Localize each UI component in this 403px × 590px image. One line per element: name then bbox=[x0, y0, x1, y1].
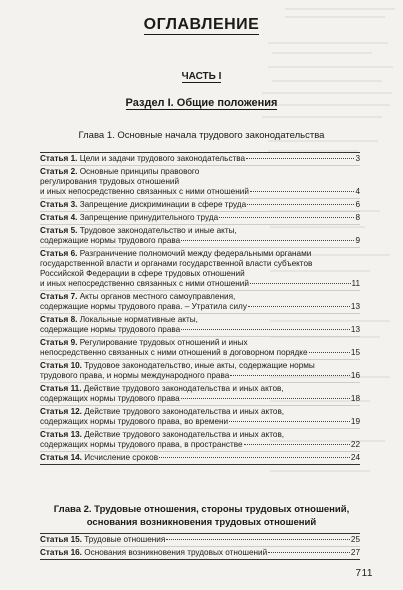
entry-page-number: 4 bbox=[355, 187, 360, 196]
article-title-text: Основания возникновения трудовых отношений bbox=[84, 548, 268, 557]
bleed-through-line bbox=[268, 42, 388, 44]
toc-entry-line bbox=[40, 407, 360, 417]
article-title-text: Трудовые отношения bbox=[84, 535, 166, 544]
entry-page-number: 15 bbox=[350, 348, 360, 357]
article-number: Статья 3. bbox=[40, 200, 78, 209]
article-title-text: и иных непосредственно связанных с ними отношений bbox=[40, 279, 249, 288]
article-title-text: Трудовое законодательство, иные акты, содержащие нормы bbox=[84, 361, 315, 370]
toc-entry-text bbox=[40, 187, 249, 197]
article-title-text: содержащих нормы трудового права bbox=[40, 394, 180, 403]
article-title-text: содержащих нормы трудового права, в пространстве bbox=[40, 440, 243, 449]
article-title-text: Действие трудового законодательства и иных актов, bbox=[83, 384, 284, 393]
article-title-text: Действие трудового законодательства и иных актов, bbox=[84, 430, 285, 439]
toc-entry-text bbox=[40, 236, 180, 246]
dot-leader bbox=[166, 539, 350, 540]
article-title-text: содержащие нормы трудового права bbox=[40, 236, 181, 245]
toc-entry bbox=[40, 153, 360, 166]
toc-entry bbox=[40, 547, 360, 559]
article-title-text: Российской Федерации в сфере трудовых отношений bbox=[40, 269, 245, 278]
toc-entry-last-line bbox=[40, 371, 360, 381]
article-title-text: Трудовое законодательство и иные акты, bbox=[79, 226, 237, 235]
article-title-text: Регулирование трудовых отношений и иных bbox=[79, 338, 248, 347]
toc-entry bbox=[40, 406, 360, 429]
entry-page-number: 13 bbox=[350, 325, 360, 334]
toc-entry-line bbox=[40, 259, 360, 269]
chapter-heading-line: Глава 1. Основные начала трудового законодательства bbox=[78, 130, 325, 141]
article-title-text: Акты органов местного самоуправления, bbox=[79, 292, 236, 301]
article-number: Статья 4. bbox=[40, 213, 78, 222]
article-title-text: Локальные нормативные акты, bbox=[79, 315, 198, 324]
article-title-text: трудового права, и нормы международного права bbox=[40, 371, 230, 380]
toc-entry-last-line bbox=[40, 325, 360, 335]
toc-entry-text bbox=[40, 302, 247, 312]
toc-entry-line bbox=[40, 269, 360, 279]
article-number: Статья 8. bbox=[40, 315, 78, 324]
toc-entry-text bbox=[40, 371, 229, 381]
bleed-through-line bbox=[268, 66, 393, 68]
toc-entry bbox=[40, 166, 360, 199]
article-title-text: регулирования трудовых отношений bbox=[40, 177, 180, 186]
entry-page-number: 24 bbox=[350, 453, 360, 462]
toc-entry bbox=[40, 212, 360, 225]
toc-entry-text bbox=[40, 440, 243, 450]
toc-entry-text bbox=[40, 453, 158, 463]
entry-page-number: 9 bbox=[355, 236, 360, 245]
toc-chapter-1-list bbox=[40, 152, 360, 465]
toc-entry-last-line bbox=[40, 187, 360, 197]
toc-entry-last-line bbox=[40, 535, 360, 545]
entry-page-number: 27 bbox=[350, 548, 360, 557]
toc-entry-last-line bbox=[40, 200, 360, 210]
dot-leader bbox=[244, 444, 350, 445]
article-title-text: содержащие нормы трудового права. – Утратила силу bbox=[40, 302, 247, 311]
entry-page-number: 25 bbox=[350, 535, 360, 544]
dot-leader bbox=[229, 421, 350, 422]
dot-leader bbox=[247, 204, 354, 205]
chapter-1-heading bbox=[0, 129, 403, 142]
toc-entry-last-line bbox=[40, 279, 360, 289]
toc-entry-last-line bbox=[40, 453, 360, 463]
dot-leader bbox=[181, 398, 350, 399]
toc-entry-line bbox=[40, 226, 360, 236]
toc-entry bbox=[40, 337, 360, 360]
toc-entry bbox=[40, 383, 360, 406]
article-title-text: Цели и задачи трудового законодательства bbox=[79, 154, 246, 163]
toc-entry bbox=[40, 534, 360, 547]
toc-entry-line bbox=[40, 249, 360, 259]
toc-entry-last-line bbox=[40, 394, 360, 404]
article-number: Статья 13. bbox=[40, 430, 82, 439]
toc-entry-text bbox=[40, 154, 245, 164]
chapter-heading-line: основания возникновения трудовых отношений bbox=[86, 517, 317, 528]
article-number: Статья 10. bbox=[40, 361, 82, 370]
section-heading-text: Раздел I. Общие положения bbox=[125, 97, 278, 109]
toc-entry-text bbox=[40, 200, 246, 210]
toc-chapter-2-list bbox=[40, 533, 360, 560]
toc-entry-text bbox=[40, 348, 308, 358]
article-title-text: Основные принципы правового bbox=[79, 167, 200, 176]
entry-page-number: 8 bbox=[355, 213, 360, 222]
toc-entry-text bbox=[40, 417, 228, 427]
toc-entry-last-line bbox=[40, 417, 360, 427]
toc-entry-last-line bbox=[40, 348, 360, 358]
article-number: Статья 12. bbox=[40, 407, 82, 416]
toc-entry-last-line bbox=[40, 154, 360, 164]
dot-leader bbox=[181, 329, 350, 330]
entry-page-number: 13 bbox=[350, 302, 360, 311]
toc-entry-line bbox=[40, 361, 360, 371]
toc-entry-text bbox=[40, 325, 180, 335]
dot-leader bbox=[309, 352, 350, 353]
article-title-text: и иных непосредственно связанных с ними отношений bbox=[40, 187, 249, 196]
dot-leader bbox=[159, 457, 350, 458]
section-heading bbox=[0, 97, 403, 109]
page-number: 711 bbox=[355, 568, 373, 579]
article-number: Статья 7. bbox=[40, 292, 78, 301]
toc-entry bbox=[40, 314, 360, 337]
toc-title-text: ОГЛАВЛЕНИЕ bbox=[143, 16, 260, 33]
article-title-text: Действие трудового законодательства и иных актов, bbox=[84, 407, 285, 416]
bleed-through-line bbox=[270, 470, 370, 472]
toc-entry-line bbox=[40, 292, 360, 302]
article-title-text: непосредственно связанных с ними отношений в договорном порядке bbox=[40, 348, 308, 357]
toc-entry-last-line bbox=[40, 548, 360, 558]
part-heading-text: ЧАСТЬ I bbox=[181, 71, 222, 82]
bleed-through-line bbox=[262, 116, 382, 118]
toc-entry-text bbox=[40, 213, 218, 223]
entry-page-number: 6 bbox=[355, 200, 360, 209]
toc-entry-line bbox=[40, 167, 360, 177]
dot-leader bbox=[230, 375, 350, 376]
article-number: Статья 9. bbox=[40, 338, 78, 347]
toc-entry bbox=[40, 225, 360, 248]
article-number: Статья 15. bbox=[40, 535, 82, 544]
bleed-through-line bbox=[272, 52, 372, 54]
dot-leader bbox=[250, 283, 351, 284]
article-number: Статья 11. bbox=[40, 384, 82, 393]
page-title bbox=[0, 16, 403, 34]
chapter-heading-line: Глава 2. Трудовые отношения, стороны трудовых отношений, bbox=[53, 504, 350, 515]
chapter-2-heading bbox=[0, 503, 403, 529]
article-title-text: государственной власти и органами государственной власти субъектов bbox=[40, 259, 313, 268]
article-number: Статья 2. bbox=[40, 167, 78, 176]
toc-entry bbox=[40, 248, 360, 291]
dot-leader bbox=[268, 552, 350, 553]
toc-entry-text bbox=[40, 548, 267, 558]
toc-entry-line bbox=[40, 177, 360, 187]
toc-entry bbox=[40, 452, 360, 464]
article-title-text: содержащих нормы трудового права, во времени bbox=[40, 417, 229, 426]
entry-page-number: 18 bbox=[350, 394, 360, 403]
toc-entry-text bbox=[40, 535, 165, 545]
article-title-text: Разграничение полномочий между федеральными органами bbox=[79, 249, 312, 258]
entry-page-number: 16 bbox=[350, 371, 360, 380]
article-number: Статья 6. bbox=[40, 249, 78, 258]
toc-entry-line bbox=[40, 315, 360, 325]
entry-page-number: 19 bbox=[350, 417, 360, 426]
dot-leader bbox=[246, 158, 354, 159]
article-title-text: Запрещение принудительного труда bbox=[79, 213, 219, 222]
article-number: Статья 14. bbox=[40, 453, 82, 462]
toc-entry-text bbox=[40, 394, 180, 404]
entry-page-number: 22 bbox=[350, 440, 360, 449]
toc-entry bbox=[40, 360, 360, 383]
toc-entry-line bbox=[40, 384, 360, 394]
toc-entry bbox=[40, 429, 360, 452]
toc-entry bbox=[40, 199, 360, 212]
bleed-through-line bbox=[285, 8, 395, 10]
article-title-text: Исчисление сроков bbox=[84, 453, 159, 462]
article-number: Статья 16. bbox=[40, 548, 82, 557]
article-number: Статья 5. bbox=[40, 226, 78, 235]
article-number: Статья 1. bbox=[40, 154, 78, 163]
entry-page-number: 11 bbox=[351, 279, 360, 288]
dot-leader bbox=[181, 240, 354, 241]
toc-entry-last-line bbox=[40, 236, 360, 246]
toc-entry-line bbox=[40, 338, 360, 348]
dot-leader bbox=[250, 191, 355, 192]
article-title-text: содержащие нормы трудового права bbox=[40, 325, 181, 334]
toc-entry-last-line bbox=[40, 213, 360, 223]
toc-entry-text bbox=[40, 279, 249, 289]
toc-entry-last-line bbox=[40, 302, 360, 312]
part-heading bbox=[0, 71, 403, 82]
dot-leader bbox=[248, 306, 350, 307]
toc-entry-last-line bbox=[40, 440, 360, 450]
toc-entry-line bbox=[40, 430, 360, 440]
bleed-through-line bbox=[262, 92, 392, 94]
dot-leader bbox=[219, 217, 354, 218]
entry-page-number: 3 bbox=[355, 154, 360, 163]
toc-entry bbox=[40, 291, 360, 314]
article-title-text: Запрещение дискриминации в сфере труда bbox=[79, 200, 247, 209]
